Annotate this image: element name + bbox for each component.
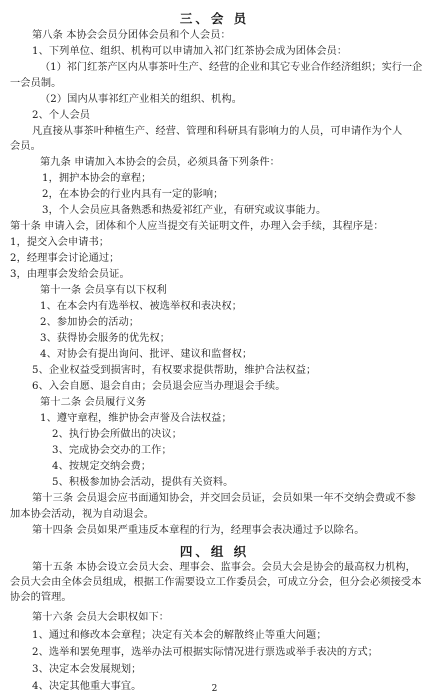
membership-item-2-line: 2、个人会员 bbox=[32, 110, 91, 121]
article-15-line: 第十五条 本协会设立会员大会、理事会、监事会。会员大会是协会的最高权力机构， bbox=[32, 562, 416, 573]
duty-2-line: 2、执行协会所做出的决议； bbox=[52, 429, 183, 440]
procedure-1-line: 1，提交入会申请书； bbox=[10, 237, 110, 248]
condition-2-line: 2，在本协会的行业内具有一定的影响； bbox=[42, 189, 224, 200]
individual-member-line: 凡直接从事茶叶种植生产、经营、管理和科研具有影响力的人员，可申请作为个人 bbox=[32, 126, 403, 137]
article-9-line: 第九条 申请加入本协会的会员，必须具备下列条件： bbox=[40, 157, 280, 168]
procedure-3-line: 3，由理事会发给会员证。 bbox=[10, 269, 130, 280]
power-2-line: 2、选举和罢免理事，选举办法可根据实际情况进行票选或举手表决的方式； bbox=[32, 647, 379, 658]
page-number: 2 bbox=[211, 684, 218, 694]
section-heading-organization: 四、组 织 bbox=[179, 544, 250, 559]
article-15-cont-2: 协会的管理。 bbox=[10, 592, 72, 603]
article-12-line: 第十二条 会员履行义务 bbox=[40, 397, 147, 408]
right-1-line: 1、在本会内有选举权、被选举权和表决权； bbox=[40, 301, 243, 312]
power-1-line: 1、通过和修改本会章程；决定有关本会的解散终止等重大问题； bbox=[32, 630, 327, 641]
duty-3-line: 3、完成协会交办的工作； bbox=[52, 445, 172, 456]
power-4-line: 4、决定其他重大事宜。 bbox=[32, 681, 142, 692]
right-3-line: 3、获得协会服务的优先权； bbox=[40, 333, 171, 344]
right-6-line: 6、入会自愿、退会自由；会员退会应当办理退会手续。 bbox=[32, 381, 286, 392]
duty-5-line: 5、积极参加协会活动，提供有关资料。 bbox=[52, 477, 234, 488]
condition-1-line: 1，拥护本协会的章程； bbox=[42, 173, 152, 184]
article-14-line: 第十四条 会员如果严重违反本章程的行为，经理事会表决通过予以除名。 bbox=[32, 525, 365, 536]
membership-item-1-line: 1、下列单位、组织、机构可以申请加入祁门红茶协会成为团体会员： bbox=[32, 46, 348, 57]
duty-4-line: 4、按规定交纳会费； bbox=[52, 461, 152, 472]
membership-subitem-1-line: （1）祁门红茶产区内从事茶叶生产、经营的企业和其它专业合作经济组织；实行一企 bbox=[40, 62, 423, 73]
right-4-line: 4、对协会有提出询问、批评、建议和监督权； bbox=[40, 349, 253, 360]
individual-member-cont: 会员。 bbox=[10, 141, 41, 152]
article-10-line: 第十条 申请入会，团体和个人应当提交有关证明文件，办理入会手续，其程序是： bbox=[10, 221, 384, 232]
section-heading-members: 三、会 员 bbox=[179, 11, 250, 26]
article-13-line: 第十三条 会员退会应书面通知协会，并交回会员证，会员如果一年不交纳会费或不参 bbox=[32, 493, 416, 504]
membership-subitem-1-cont: 一会员制。 bbox=[10, 78, 62, 89]
article-13-cont: 加本协会活动，视为自动退会。 bbox=[10, 509, 155, 520]
right-5-line: 5、企业权益受到损害时，有权要求提供帮助，维护合法权益； bbox=[32, 365, 317, 376]
article-11-line: 第十一条 会员享有以下权利 bbox=[40, 285, 167, 296]
article-15-cont-1: 会员大会由全体会员组成，根据工作需要设立工作委员会，可成立分会，但分会必须接受本 bbox=[10, 577, 422, 588]
condition-3-line: 3，个人会员应具备熟悉和热爱祁红产业，有研究或议事能力。 bbox=[42, 205, 327, 216]
article-16-line: 第十六条 会员大会职权如下： bbox=[32, 612, 170, 623]
membership-subitem-2-line: （2）国内从事祁红产业相关的组织、机构。 bbox=[40, 94, 243, 105]
duty-1-line: 1、遵守章程，维护协会声誉及合法权益； bbox=[40, 413, 232, 424]
procedure-2-line: 2，经理事会讨论通过； bbox=[10, 253, 120, 264]
article-8-line: 第八条 本协会会员分团体会员和个人会员： bbox=[32, 30, 231, 41]
power-3-line: 3、决定本会发展规划； bbox=[32, 664, 142, 675]
right-2-line: 2、参加协会的活动； bbox=[40, 317, 140, 328]
